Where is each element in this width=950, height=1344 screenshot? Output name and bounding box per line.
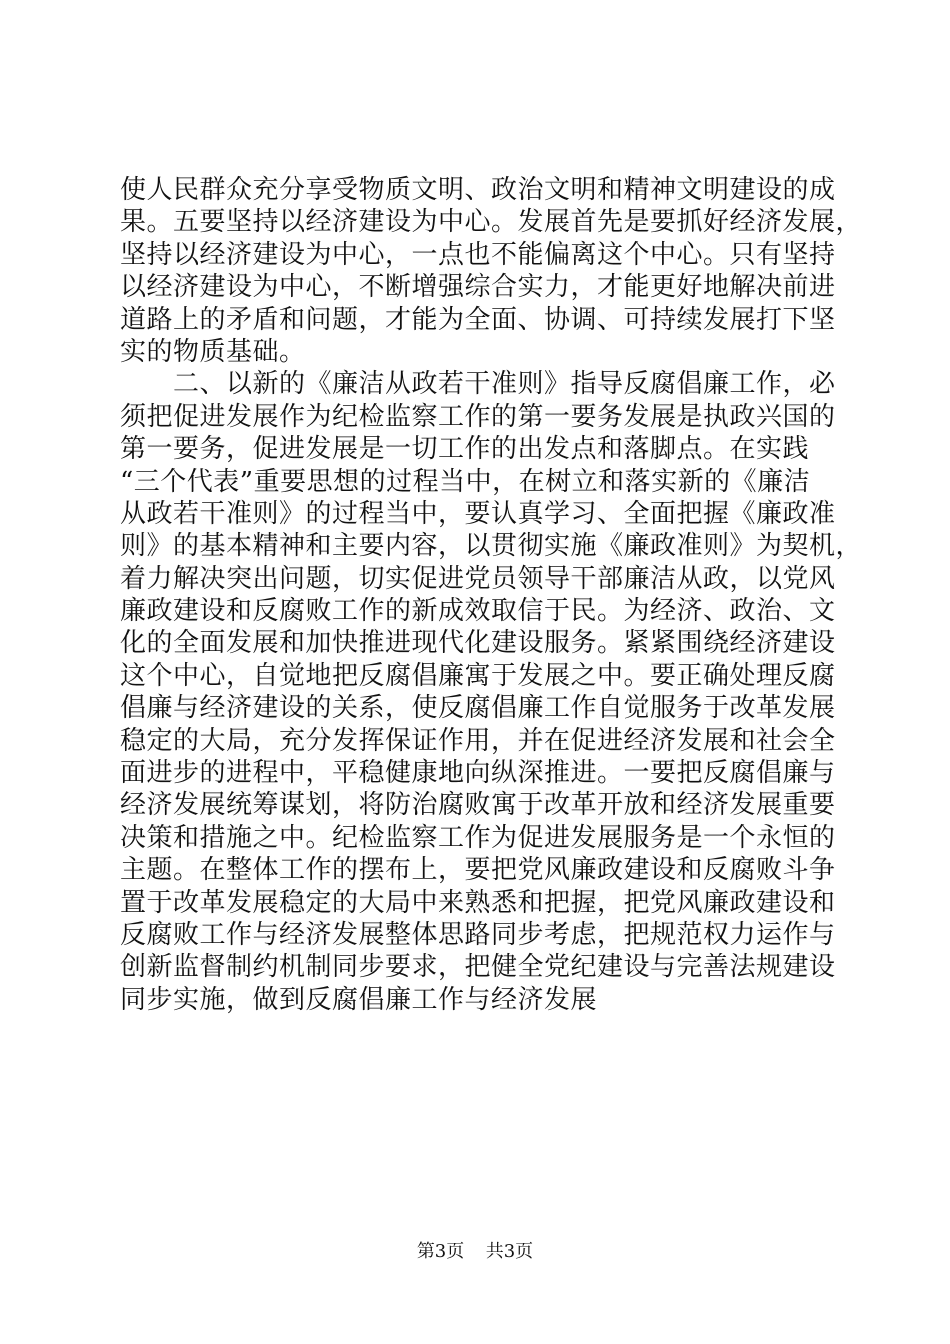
text-line: 主题。在整体工作的摆布上，要把党风廉政建设和反腐败斗争 bbox=[120, 855, 836, 886]
page-number-total: 共3页 bbox=[485, 1241, 534, 1262]
text-line: 倡廉与经济建设的关系，使反腐倡廉工作自觉服务于改革发展 bbox=[120, 693, 836, 724]
text-line: 使人民群众充分享受物质文明、政治文明和精神文明建设的成 bbox=[120, 175, 836, 205]
text-line: 廉政建设和反腐败工作的新成效取信于民。为经济、政治、文 bbox=[120, 596, 836, 627]
text-line: 坚持以经济建设为中心，一点也不能偏离这个中心。只有坚持 bbox=[120, 239, 836, 270]
text-line: 反腐败工作与经济发展整体思路同步考虑，把规范权力运作与 bbox=[120, 919, 836, 950]
text-line: 决策和措施之中。纪检监察工作为促进发展服务是一个永恒的 bbox=[120, 822, 836, 853]
text-line: 着力解决突出问题，切实促进党员领导干部廉洁从政，以党风 bbox=[120, 563, 836, 594]
page-number-current: 第3页 bbox=[416, 1241, 465, 1262]
text-line: 稳定的大局，充分发挥保证作用，并在促进经济发展和社会全 bbox=[120, 725, 836, 756]
page-footer bbox=[0, 1240, 950, 1264]
text-line: 创新监督制约机制同步要求，把健全党纪建设与完善法规建设 bbox=[120, 952, 836, 983]
text-line: 化的全面发展和加快推进现代化建设服务。紧紧围绕经济建设 bbox=[120, 628, 836, 659]
text-line: 同步实施，做到反腐倡廉工作与经济发展 bbox=[120, 984, 598, 1015]
text-line: 这个中心，自觉地把反腐倡廉寓于发展之中。要正确处理反腐 bbox=[120, 660, 836, 691]
body-text bbox=[120, 174, 863, 1016]
text-line: 从政若干准则》的过程当中，要认真学习、全面把握《廉政准 bbox=[120, 498, 836, 529]
text-line: 面进步的进程中，平稳健康地向纵深推进。一要把反腐倡廉与 bbox=[120, 758, 836, 789]
text-line: 道路上的矛盾和问题，才能为全面、协调、可持续发展打下坚 bbox=[120, 304, 836, 335]
text-line: 第一要务，促进发展是一切工作的出发点和落脚点。在实践 bbox=[120, 434, 810, 465]
text-line: 实的物质基础。 bbox=[120, 336, 306, 367]
text-line: 则》的基本精神和主要内容，以贯彻实施《廉政准则》为契机， bbox=[120, 531, 863, 562]
text-line: 须把促进发展作为纪检监察工作的第一要务发展是执政兴国的 bbox=[120, 401, 836, 432]
text-line: 置于改革发展稳定的大局中来熟悉和把握，把党风廉政建设和 bbox=[120, 887, 836, 918]
text-line: 果。五要坚持以经济建设为中心。发展首先是要抓好经济发展， bbox=[120, 207, 863, 238]
text-line: 经济发展统筹谋划，将防治腐败寓于改革开放和经济发展重要 bbox=[120, 790, 836, 821]
text-line: 二、以新的《廉洁从政若干准则》指导反腐倡廉工作，必 bbox=[120, 369, 836, 400]
text-line: 以经济建设为中心，不断增强综合实力，才能更好地解决前进 bbox=[120, 272, 836, 303]
text-line: “三个代表”重要思想的过程当中，在树立和落实新的《廉洁 bbox=[120, 466, 811, 497]
